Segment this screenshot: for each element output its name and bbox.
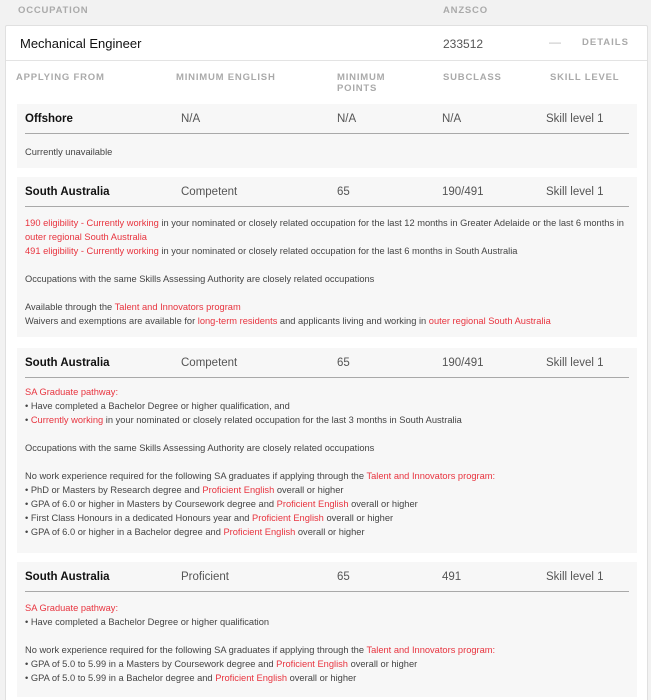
eligibility-491-text [25, 244, 629, 258]
subclass-value: 190/491 [442, 186, 484, 198]
skill-level-value: Skill level 1 [546, 571, 604, 583]
related-occupations-text: Occupations with the same Skills Assessing Authority are closely related occupations [25, 274, 375, 284]
bachelor-requirement-text: • Have completed a Bachelor Degree or higher qualification [25, 617, 270, 627]
applying-from-header: APPLYING FROM [16, 72, 105, 83]
waivers-desc-b: and applicants living and working in [277, 316, 429, 326]
talent-innovators-link[interactable]: Talent and Innovators program: [366, 645, 496, 655]
proficient-english-link[interactable]: Proficient English [202, 485, 275, 495]
minimum-english-value: Proficient [181, 571, 229, 583]
skill-level-value: Skill level 1 [546, 113, 604, 125]
criteria-text: • GPA of 5.0 to 5.99 in a Bachelor degree and [25, 673, 216, 683]
minimum-points-value: 65 [337, 186, 350, 198]
long-term-residents-link[interactable]: long-term residents [197, 316, 278, 326]
anzsco-column-label: ANZSCO [443, 5, 488, 16]
sa-graduate-pathway-link[interactable]: SA Graduate pathway: [25, 387, 119, 397]
graduate-criteria-item [25, 511, 629, 525]
currently-working-link[interactable]: Currently working [30, 415, 104, 425]
graduate-criteria-item [25, 483, 629, 497]
graduate-criteria-item [25, 671, 629, 685]
details-button[interactable]: DETAILS [582, 37, 629, 48]
waivers-desc-a: Waivers and exemptions are available for [25, 316, 198, 326]
requirement-card-header [25, 348, 629, 378]
bachelor-requirement-text: • Have completed a Bachelor Degree or higher qualification, and [25, 401, 290, 411]
minimum-english-value: N/A [181, 113, 201, 125]
criteria-text: • GPA of 5.0 to 5.99 in a Masters by Coursework degree and [25, 659, 277, 669]
minimum-points-value: 65 [337, 571, 350, 583]
criteria-suffix: overall or higher [347, 659, 418, 669]
proficient-english-link[interactable]: Proficient English [252, 513, 324, 523]
bullet: • [25, 415, 31, 425]
criteria-text: • First Class Honours in a dedicated Honours year and [25, 513, 253, 523]
skill-level-value: Skill level 1 [546, 357, 604, 369]
criteria-text: • GPA of 6.0 or higher in a Bachelor degree and [25, 527, 224, 537]
requirement-card-body [17, 207, 637, 334]
skill-level-header: SKILL LEVEL [550, 72, 620, 83]
proficient-english-link[interactable]: Proficient English [223, 527, 296, 537]
proficient-english-link[interactable]: Proficient English [215, 673, 288, 683]
sa-graduate-pathway-link[interactable]: SA Graduate pathway: [25, 603, 119, 613]
occupation-name: Mechanical Engineer [20, 36, 142, 51]
minimum-points-value: N/A [337, 113, 357, 125]
collapse-dash-icon[interactable]: — [549, 35, 561, 49]
requirement-card-body [17, 592, 637, 691]
minimum-english-value: Competent [181, 357, 238, 369]
eligibility-190-desc: in your nominated or closely related occupation for the last 12 months in Greater Adelaide or the last 6 months in [158, 218, 624, 228]
related-occupations-text: Occupations with the same Skills Assessing Authority are closely related occupations [25, 443, 375, 453]
occupation-column-label: OCCUPATION [18, 5, 89, 16]
requirement-card-sa-proficient [17, 562, 637, 697]
minimum-points-header [337, 72, 385, 94]
top-column-labels [0, 0, 651, 26]
criteria-text: • GPA of 6.0 or higher in Masters by Coursework degree and [25, 499, 277, 509]
requirement-card-offshore [17, 104, 637, 168]
requirement-card-sa-competent-1 [17, 177, 637, 337]
proficient-english-link[interactable]: Proficient English [276, 499, 349, 509]
skill-level-value: Skill level 1 [546, 186, 604, 198]
minimum-points-value: 65 [337, 357, 350, 369]
requirement-card-header [25, 177, 629, 207]
requirement-card-body [17, 378, 637, 545]
graduate-criteria-item [25, 657, 629, 671]
outer-regional-link[interactable]: outer regional South Australia [25, 232, 147, 242]
criteria-suffix: overall or higher [287, 673, 357, 683]
eligibility-190-text [25, 216, 629, 244]
subclass-value: 491 [442, 571, 462, 583]
available-through-text [25, 300, 629, 314]
applying-from-value: South Australia [25, 186, 110, 198]
talent-innovators-link[interactable]: Talent and Innovators program [114, 302, 241, 312]
requirement-card-header [25, 104, 629, 134]
no-work-experience-desc: No work experience required for the following SA graduates if applying through the [25, 471, 367, 481]
eligibility-491-link[interactable]: 491 eligibility - Currently working [25, 246, 159, 256]
no-work-experience-text [25, 643, 629, 657]
requirement-card-sa-competent-2 [17, 348, 637, 553]
minimum-english-header: MINIMUM ENGLISH [176, 72, 276, 83]
subclass-value: N/A [442, 113, 462, 125]
applying-from-value: Offshore [25, 113, 73, 125]
criteria-suffix: overall or higher [295, 527, 365, 537]
eligibility-190-link[interactable]: 190 eligibility - Currently working [25, 218, 159, 228]
criteria-text: • PhD or Masters by Research degree and [25, 485, 203, 495]
talent-innovators-link[interactable]: Talent and Innovators program: [366, 471, 496, 481]
applying-from-value: South Australia [25, 357, 110, 369]
no-work-experience-text [25, 469, 629, 483]
minimum-english-value: Competent [181, 186, 238, 198]
anzsco-code: 233512 [443, 37, 484, 51]
waivers-text [25, 314, 629, 328]
subclass-value: 190/491 [442, 357, 484, 369]
working-requirement-text [25, 413, 629, 427]
requirement-card-body [17, 134, 637, 165]
no-work-experience-desc: No work experience required for the following SA graduates if applying through the [25, 645, 367, 655]
requirement-card-header [25, 562, 629, 592]
criteria-suffix: overall or higher [348, 499, 418, 509]
criteria-suffix: overall or higher [323, 513, 394, 523]
subclass-header: SUBCLASS [443, 72, 502, 83]
occupation-panel [5, 25, 648, 700]
available-through-desc: Available through the [25, 302, 115, 312]
graduate-criteria-item [25, 497, 629, 511]
working-requirement-desc: in your nominated or closely related occupation for the last 3 months in South Australia [103, 415, 462, 425]
proficient-english-link[interactable]: Proficient English [276, 659, 348, 669]
outer-regional-link[interactable]: outer regional South Australia [428, 316, 551, 326]
applying-from-value: South Australia [25, 571, 110, 583]
graduate-criteria-item [25, 525, 629, 539]
occupation-row[interactable] [6, 26, 647, 61]
eligibility-491-desc: in your nominated or closely related occupation for the last 6 months in South Australia [158, 246, 518, 256]
availability-text: Currently unavailable [25, 147, 113, 157]
requirements-header [6, 61, 647, 101]
minimum-points-header-line2: POINTS [337, 83, 378, 94]
minimum-points-header-line1: MINIMUM [337, 72, 386, 83]
criteria-suffix: overall or higher [274, 485, 344, 495]
